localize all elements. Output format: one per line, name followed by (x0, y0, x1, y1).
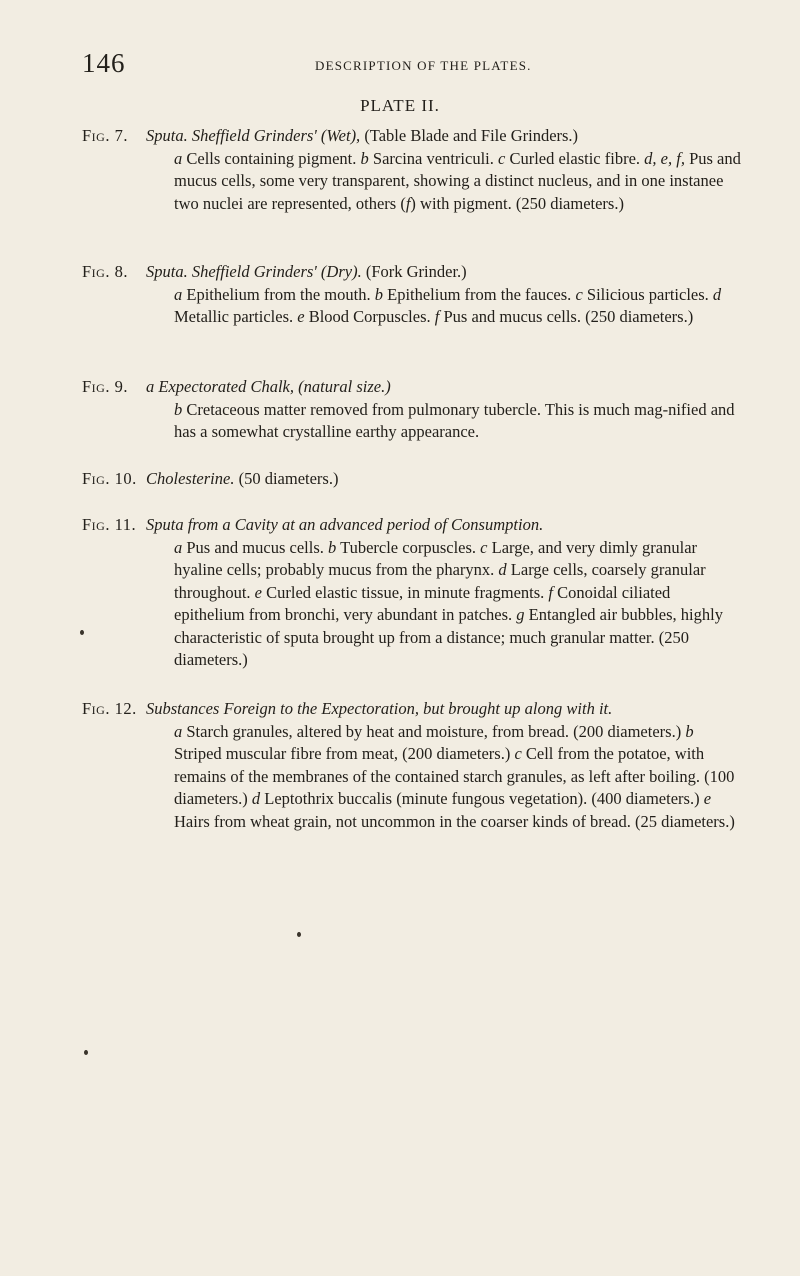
figure-description (174, 284, 742, 329)
item-letter: d (712, 284, 722, 304)
item-text: Curled elastic fibre. (505, 148, 645, 168)
item-text: Pus and mucus cells, some very transparent, showing a distinct nucleus, and in one instanee two nuclei are represented, others ( (174, 148, 741, 213)
item-text: Large, and very dimly granular hyaline cells; probably mucus from the pharynx. (174, 537, 698, 579)
item-text: Tubercle corpuscles. (336, 537, 481, 557)
item-text: Cell from the potatoe, with remains of the membranes of the contained starch granules, as left after boiling. (100 diameters.) (174, 744, 735, 808)
figure-8-entry (82, 261, 742, 329)
item-letter: d, e, f, (644, 148, 685, 168)
item-letter: c (480, 537, 488, 557)
item-letter: b (685, 721, 694, 741)
figure-heading-italic: Sputa. Sheffield Grinders' (Dry). (146, 262, 362, 281)
item-text: Conoidal ciliated epithelium from bronchi, very abundant in patches. (174, 582, 671, 624)
item-letter: f (548, 582, 553, 602)
figure-heading-italic: Sputa from a Cavity at an advanced period of Consumption. (146, 515, 544, 534)
figure-9-entry (82, 376, 742, 444)
figure-heading-italic: a Expectorated Chalk, (natural size.) (146, 377, 391, 396)
figure-12-entry (82, 698, 742, 833)
item-letter: e (254, 582, 262, 602)
item-letter: a (174, 721, 183, 741)
item-text: Cells containing pigment. (182, 148, 361, 168)
item-text: Starch granules, altered by heat and moisture, from bread. (200 diameters.) (182, 721, 686, 741)
item-letter: e (297, 307, 305, 326)
figure-label: Fig. 9. (82, 377, 128, 396)
item-letter: e (703, 789, 712, 808)
item-letter: d (251, 789, 261, 808)
item-letter: a (174, 284, 183, 304)
item-letter: c (575, 284, 583, 304)
figure-label: Fig. 12. (82, 699, 137, 718)
item-text: Leptothrix buccalis (minute fungous vegetation). (400 diameters.) (260, 789, 704, 808)
item-letter: g (516, 605, 525, 624)
item-text: ) with pigment. (250 diameters.) (410, 193, 624, 213)
item-letter: c (498, 148, 506, 168)
item-letter: c (514, 744, 522, 763)
print-speck (80, 630, 84, 635)
item-text: Pus and mucus cells. (182, 537, 328, 557)
item-letter: b (174, 399, 183, 419)
item-text: Curled elastic tissue, in minute fragments. (262, 582, 549, 602)
item-text: Epithelium from the mouth. (182, 284, 375, 304)
figure-label: Fig. 11. (82, 515, 137, 534)
figure-heading-italic: Substances Foreign to the Expectoration, but brought up along with it. (146, 699, 613, 718)
page-number: 146 (82, 48, 126, 78)
item-letter: b (360, 148, 369, 168)
item-text: Cretaceous matter removed from pulmonary tubercle. This is much mag-nified and has a somewhat crystalline earthy appearance. (174, 399, 735, 441)
figure-heading-italic: Sputa. Sheffield Grinders' (Wet), (146, 126, 361, 145)
figure-label: Fig. 8. (82, 262, 128, 281)
item-letter: d (498, 560, 507, 579)
figure-heading-plain: (Fork Grinder.) (361, 262, 467, 281)
item-letter: b (328, 537, 337, 557)
item-letter: f (434, 307, 440, 326)
plate-title: PLATE II. (360, 96, 440, 115)
figure-heading-italic: Cholesterine. (146, 469, 235, 488)
figure-heading (146, 376, 742, 399)
figure-heading (146, 468, 742, 491)
item-text: Large cells, coarsely granular throughout. (174, 560, 706, 602)
figure-description (174, 721, 742, 834)
item-text: Hairs from wheat grain, not uncommon in the coarser kinds of bread. (25 diameters.) (174, 811, 735, 831)
print-speck (84, 1050, 88, 1055)
item-letter: f (405, 193, 411, 213)
figure-10-entry (82, 468, 742, 491)
item-text: Striped muscular fibre from meat, (200 diameters.) (174, 744, 515, 763)
figure-heading (146, 261, 742, 284)
item-letter: a (174, 148, 183, 168)
print-speck (297, 932, 301, 937)
figure-label: Fig. 7. (82, 126, 128, 145)
figure-heading-plain: (Table Blade and File Grinders.) (360, 126, 579, 145)
figure-heading-plain: (50 diameters.) (234, 469, 339, 488)
figure-heading (146, 698, 742, 721)
figure-7-entry (82, 125, 742, 215)
item-letter: a (174, 537, 183, 557)
running-head: DESCRIPTION OF THE PLATES. (315, 58, 532, 73)
figure-description (174, 148, 742, 216)
item-text: Metallic particles. (174, 307, 298, 326)
figure-heading (146, 514, 742, 537)
figure-heading (146, 125, 742, 148)
item-text: Entangled air bubbles, highly characteristic of sputa brought up from a distance; much granular matter. (250 diameters.) (174, 605, 723, 669)
item-letter: b (374, 284, 383, 304)
item-text: Epithelium from the fauces. (382, 284, 576, 304)
item-text: Blood Corpuscles. (304, 307, 435, 326)
item-text: Sarcina ventriculi. (368, 148, 498, 168)
figure-description (174, 537, 742, 672)
figure-label: Fig. 10. (82, 469, 137, 488)
figure-description (174, 399, 742, 444)
item-text: Silicious particles. (582, 284, 713, 304)
item-text: Pus and mucus cells. (250 diameters.) (439, 307, 694, 326)
figure-11-entry (82, 514, 742, 672)
